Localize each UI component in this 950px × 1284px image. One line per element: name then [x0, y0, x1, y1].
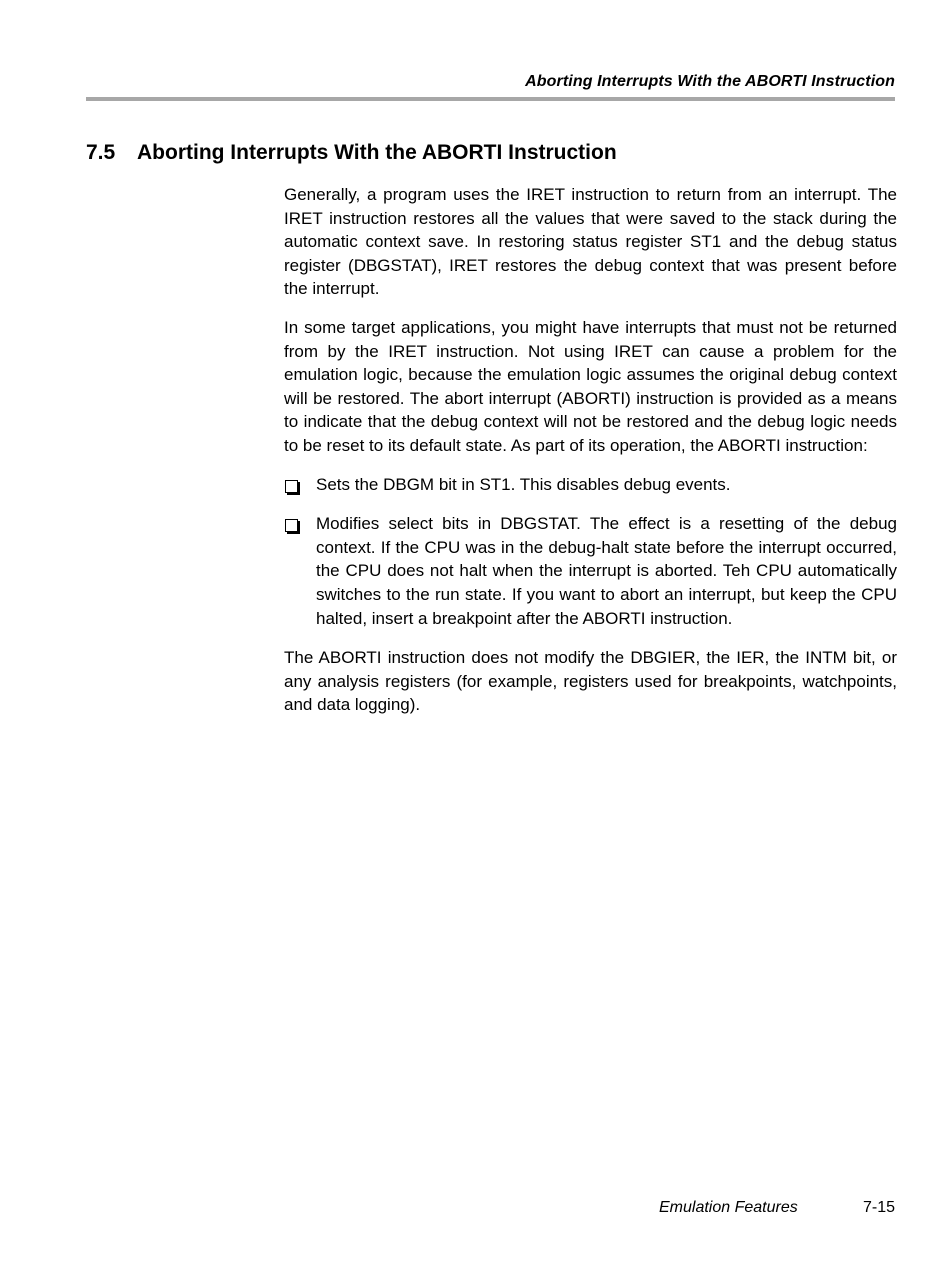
list-item-text: Modifies select bits in DBGSTAT. The effect is a resetting of the debug context. If the CPU was in the debug-halt state before the interrupt occurred, the CPU does not halt when the interrupt is aborted. Teh CPU automatically switches to the run state. If you want to abort an interrupt, but keep the CPU halted, insert a breakpoint after the ABORTI instruction.	[316, 514, 897, 628]
section-heading	[86, 141, 617, 165]
section-number: 7.5	[86, 141, 116, 164]
list-item	[284, 473, 897, 497]
list-item-text: Sets the DBGM bit in ST1. This disables debug events.	[316, 474, 731, 494]
checkbox-bullet-icon	[285, 480, 298, 493]
section-title: Aborting Interrupts With the ABORTI Instruction	[137, 141, 617, 164]
section-body	[284, 183, 897, 732]
running-header: Aborting Interrupts With the ABORTI Instruction	[525, 73, 895, 90]
checkbox-bullet-icon	[285, 519, 298, 532]
paragraph-aborti-purpose: In some target applications, you might have interrupts that must not be returned from by the IRET instruction. Not using IRET can cause a problem for the emulation logic, because the emulation logic assumes the original debug context will be restored. The abort interrupt (ABORTI) instruction is provided as a means to indicate that the debug context will not be restored and the debug logic needs to be reset to its default state. As part of its operation, the ABORTI instruction:	[284, 317, 897, 455]
footer-page-number: 7-15	[862, 1199, 895, 1216]
paragraph-intro: Generally, a program uses the IRET instruction to return from an interrupt. The IRET instruction restores all the values that were saved to the stack during the automatic context save. In restoring status register ST1 and the debug status register (DBGSTAT), IRET restores the debug context that was present before the interrupt.	[284, 185, 897, 299]
bullet-list	[284, 473, 897, 631]
header-rule	[86, 97, 895, 101]
paragraph-closing: The ABORTI instruction does not modify the DBGIER, the IER, the INTM bit, or any analysis registers (for example, registers used for breakpoints, watchpoints, and data logging).	[284, 648, 897, 715]
list-item	[284, 512, 897, 630]
footer-chapter-title: Emulation Features	[659, 1199, 798, 1216]
